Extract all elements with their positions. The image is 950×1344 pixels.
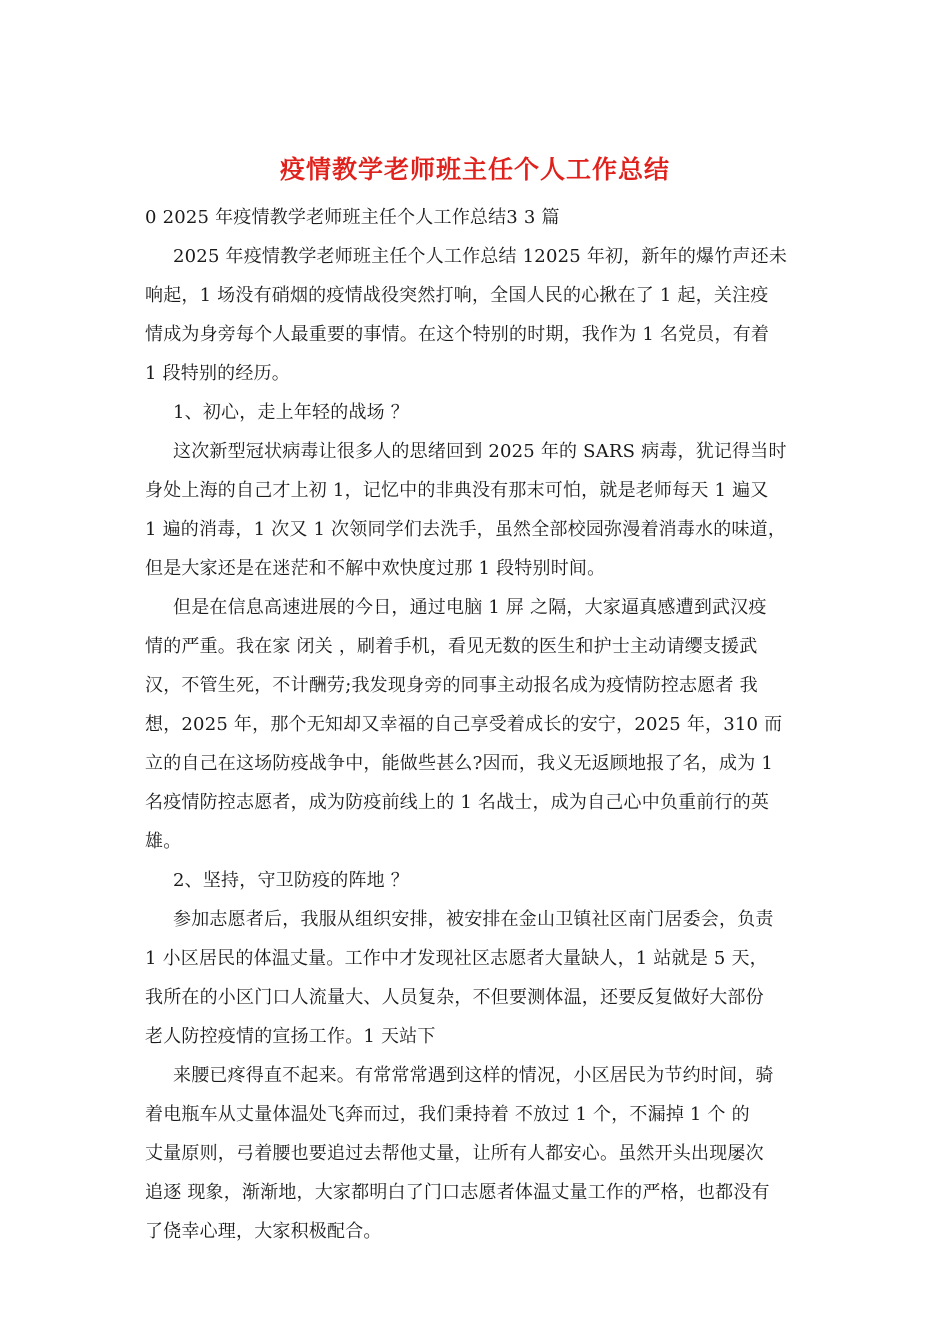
body-line: 汉，不管生死，不计酬劳;我发现身旁的同事主动报名成为疫情防控志愿者 我 <box>145 675 758 696</box>
body-line: 但是大家还是在迷茫和不解中欢快度过那 1 段特别时间。 <box>145 558 606 579</box>
body-line: 但是在信息高速进展的今日，通过电脑 1 屏 之隔，大家逼真感遭到武汉疫 <box>173 597 767 618</box>
body-line: 立的自己在这场防疫战争中，能做些甚么?因而，我义无返顾地报了名，成为 1 <box>145 753 774 774</box>
body-line: 1 小区居民的体温丈量。工作中才发现社区志愿者大量缺人，1 站就是 5 天， <box>145 948 768 969</box>
body-line: 这次新型冠状病毒让很多人的思绪回到 2025 年的 SARS 病毒，犹记得当时 <box>173 441 787 462</box>
body-line: 我所在的小区门口人流量大、人员复杂，不但要测体温，还要反复做好大部份 <box>145 987 764 1008</box>
body-line: 名疫情防控志愿者，成为防疫前线上的 1 名战士，成为自己心中负重前行的英 <box>145 792 770 813</box>
body-line: 老人防控疫情的宣扬工作。1 天站下 <box>145 1026 436 1047</box>
body-line: 1 遍的消毒，1 次又 1 次领同学们去洗手，虽然全部校园弥漫着消毒水的味道， <box>145 519 787 540</box>
body-line: 情成为身旁每个人最重要的事情。在这个特别的时期，我作为 1 名党员，有着 <box>145 324 770 345</box>
body-line: 0 2025 年疫情教学老师班主任个人工作总结3 3 篇 <box>145 207 560 228</box>
body-line: 着电瓶车从丈量体温处飞奔而过，我们秉持着 不放过 1 个，不漏掉 1 个 的 <box>145 1104 750 1125</box>
body-line: 1 段特别的经历。 <box>145 363 290 384</box>
body-line: 响起，1 场没有硝烟的疫情战役突然打响，全国人民的心揪在了 1 起，关注疫 <box>145 285 769 306</box>
body-line: 来腰已疼得直不起来。有常常常遇到这样的情况，小区居民为节约时间，骑 <box>173 1065 774 1086</box>
body-line: 2025 年疫情教学老师班主任个人工作总结 12025 年初，新年的爆竹声还未 <box>173 246 788 267</box>
section-heading: 1、初心，走上年轻的战场 ？ <box>173 402 409 423</box>
body-line: 参加志愿者后，我服从组织安排，被安排在金山卫镇社区南门居委会，负责 <box>173 909 774 930</box>
body-line: 想，2025 年，那个无知却又幸福的自己享受着成长的安宁，2025 年，310 而 <box>145 714 783 735</box>
document-body <box>145 198 815 1251</box>
body-line: 情的严重。我在家 闭关 ，刷着手机，看见无数的医生和护士主动请缨支援武 <box>145 636 758 657</box>
body-line: 雄。 <box>145 831 182 852</box>
document-title: 疫情教学老师班主任个人工作总结 <box>279 155 670 184</box>
section-heading: 2、坚持，守卫防疫的阵地 ？ <box>173 870 409 891</box>
body-line: 追逐 现象，渐渐地，大家都明白了门口志愿者体温丈量工作的严格，也都没有 <box>145 1182 770 1203</box>
body-line: 丈量原则，弓着腰也要追过去帮他丈量，让所有人都安心。虽然开头出现屡次 <box>145 1143 764 1164</box>
body-line: 了侥幸心理，大家积极配合。 <box>145 1221 382 1242</box>
body-line: 身处上海的自己才上初 1，记忆中的非典没有那末可怕，就是老师每天 1 遍又 <box>145 480 769 501</box>
